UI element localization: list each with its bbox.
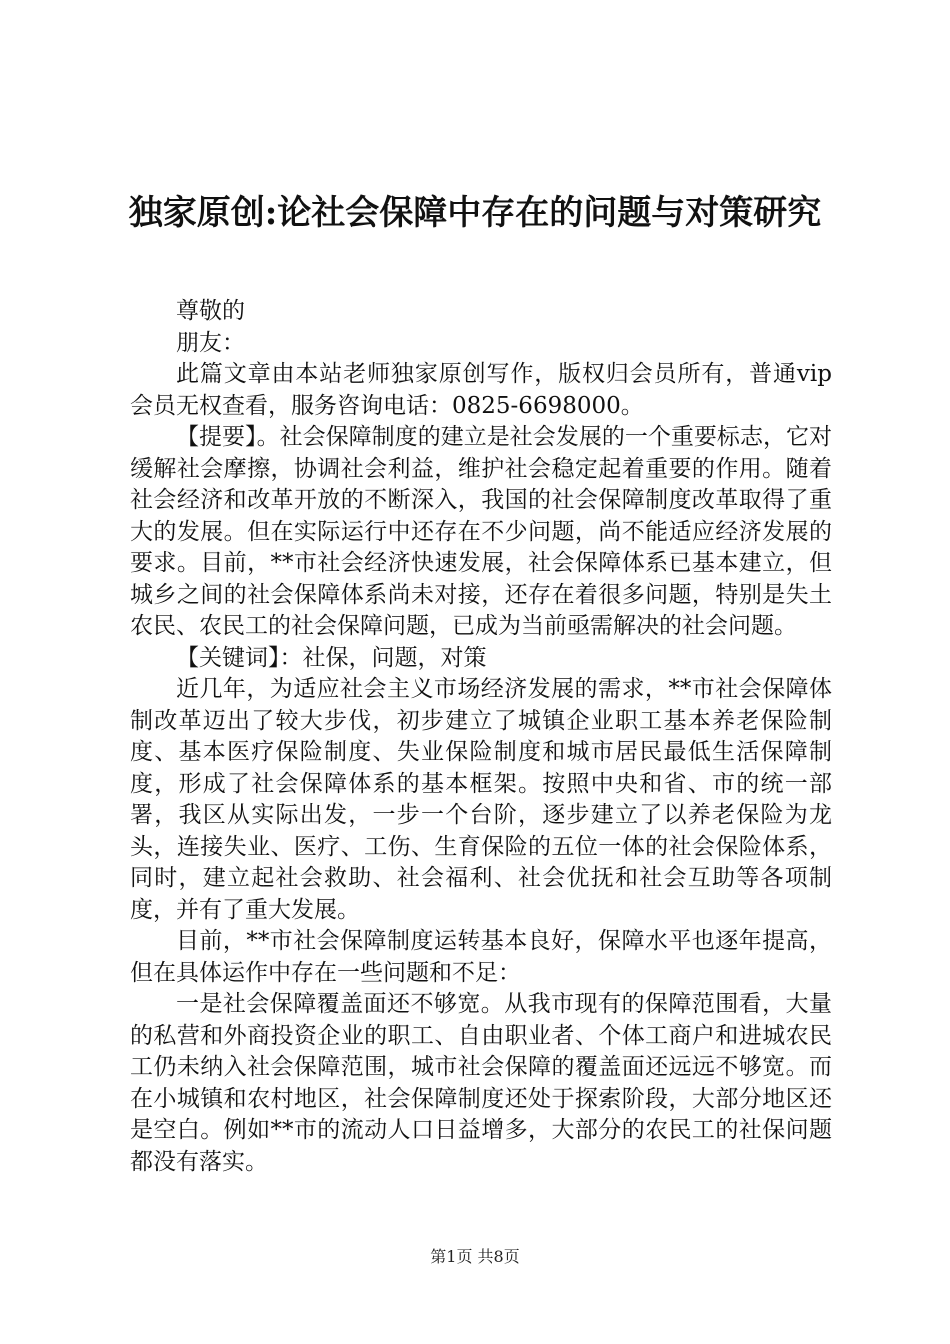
greeting-line-1: 尊敬的 — [176, 298, 245, 324]
greeting-line-2: 朋友： — [176, 329, 245, 356]
abstract-paragraph: 【提要】。社会保障制度的建立是社会发展的一个重要标志，它对缓解社会摩擦，协调社会利益，维护社会稳定起着重要的作用。随着社会经济和改革开放的不断深入，我国的社会保障制度改革取得了重大的发展。但在实际运行中还存在不少问题，尚不能适应经济发展的要求。目前，**市社会经济快速发展，社会保障体系已基本建立，但城乡之间的社会保障体系尚未对接，还存在着很多问题，特别是失土农民、农民工的社会保障问题，已成为当前亟需解决的社会问题。 — [130, 424, 832, 639]
body-paragraph: 一是社会保障覆盖面还不够宽。从我市现有的保障范围看，大量的私营和外商投资企业的职工、自由职业者、个体工商户和进城农民工仍未纳入社会保障范围，城市社会保障的覆盖面还远远不够宽。而在小城镇和农村地区，社会保障制度还处于探索阶段，大部分地区还是空白。例如**市的流动人口日益增多，大部分的农民工的社保问题都没有落实。 — [130, 991, 832, 1175]
body-paragraph: 目前，**市社会保障制度运转基本良好，保障水平也逐年提高，但在具体运作中存在一些问题和不足： — [130, 928, 832, 986]
page-number: 第1页 共8页 — [430, 1247, 520, 1266]
body-paragraph: 近几年，为适应社会主义市场经济发展的需求，**市社会保障体制改革迈出了较大步伐，初步建立了城镇企业职工基本养老保险制度、基本医疗保险制度、失业保险制度和城市居民最低生活保障制度，形成了社会保障体系的基本框架。按照中央和省、市的统一部署，我区从实际出发，一步一个台阶，逐步建立了以养老保险为龙头，连接失业、医疗、工伤、生育保险的五位一体的社会保险体系，同时，建立起社会救助、社会福利、社会优抚和社会互助等各项制度，并有了重大发展。 — [130, 676, 832, 923]
document-title: 独家原创:论社会保障中存在的问题与对策研究 — [128, 193, 822, 233]
keywords-paragraph: 【关键词】：社保，问题，对策 — [176, 644, 487, 671]
copyright-notice: 此篇文章由本站老师独家原创写作，版权归会员所有，普通vip会员无权查看，服务咨询电话：0825-6698000。 — [130, 361, 832, 419]
document-body — [130, 296, 832, 1178]
